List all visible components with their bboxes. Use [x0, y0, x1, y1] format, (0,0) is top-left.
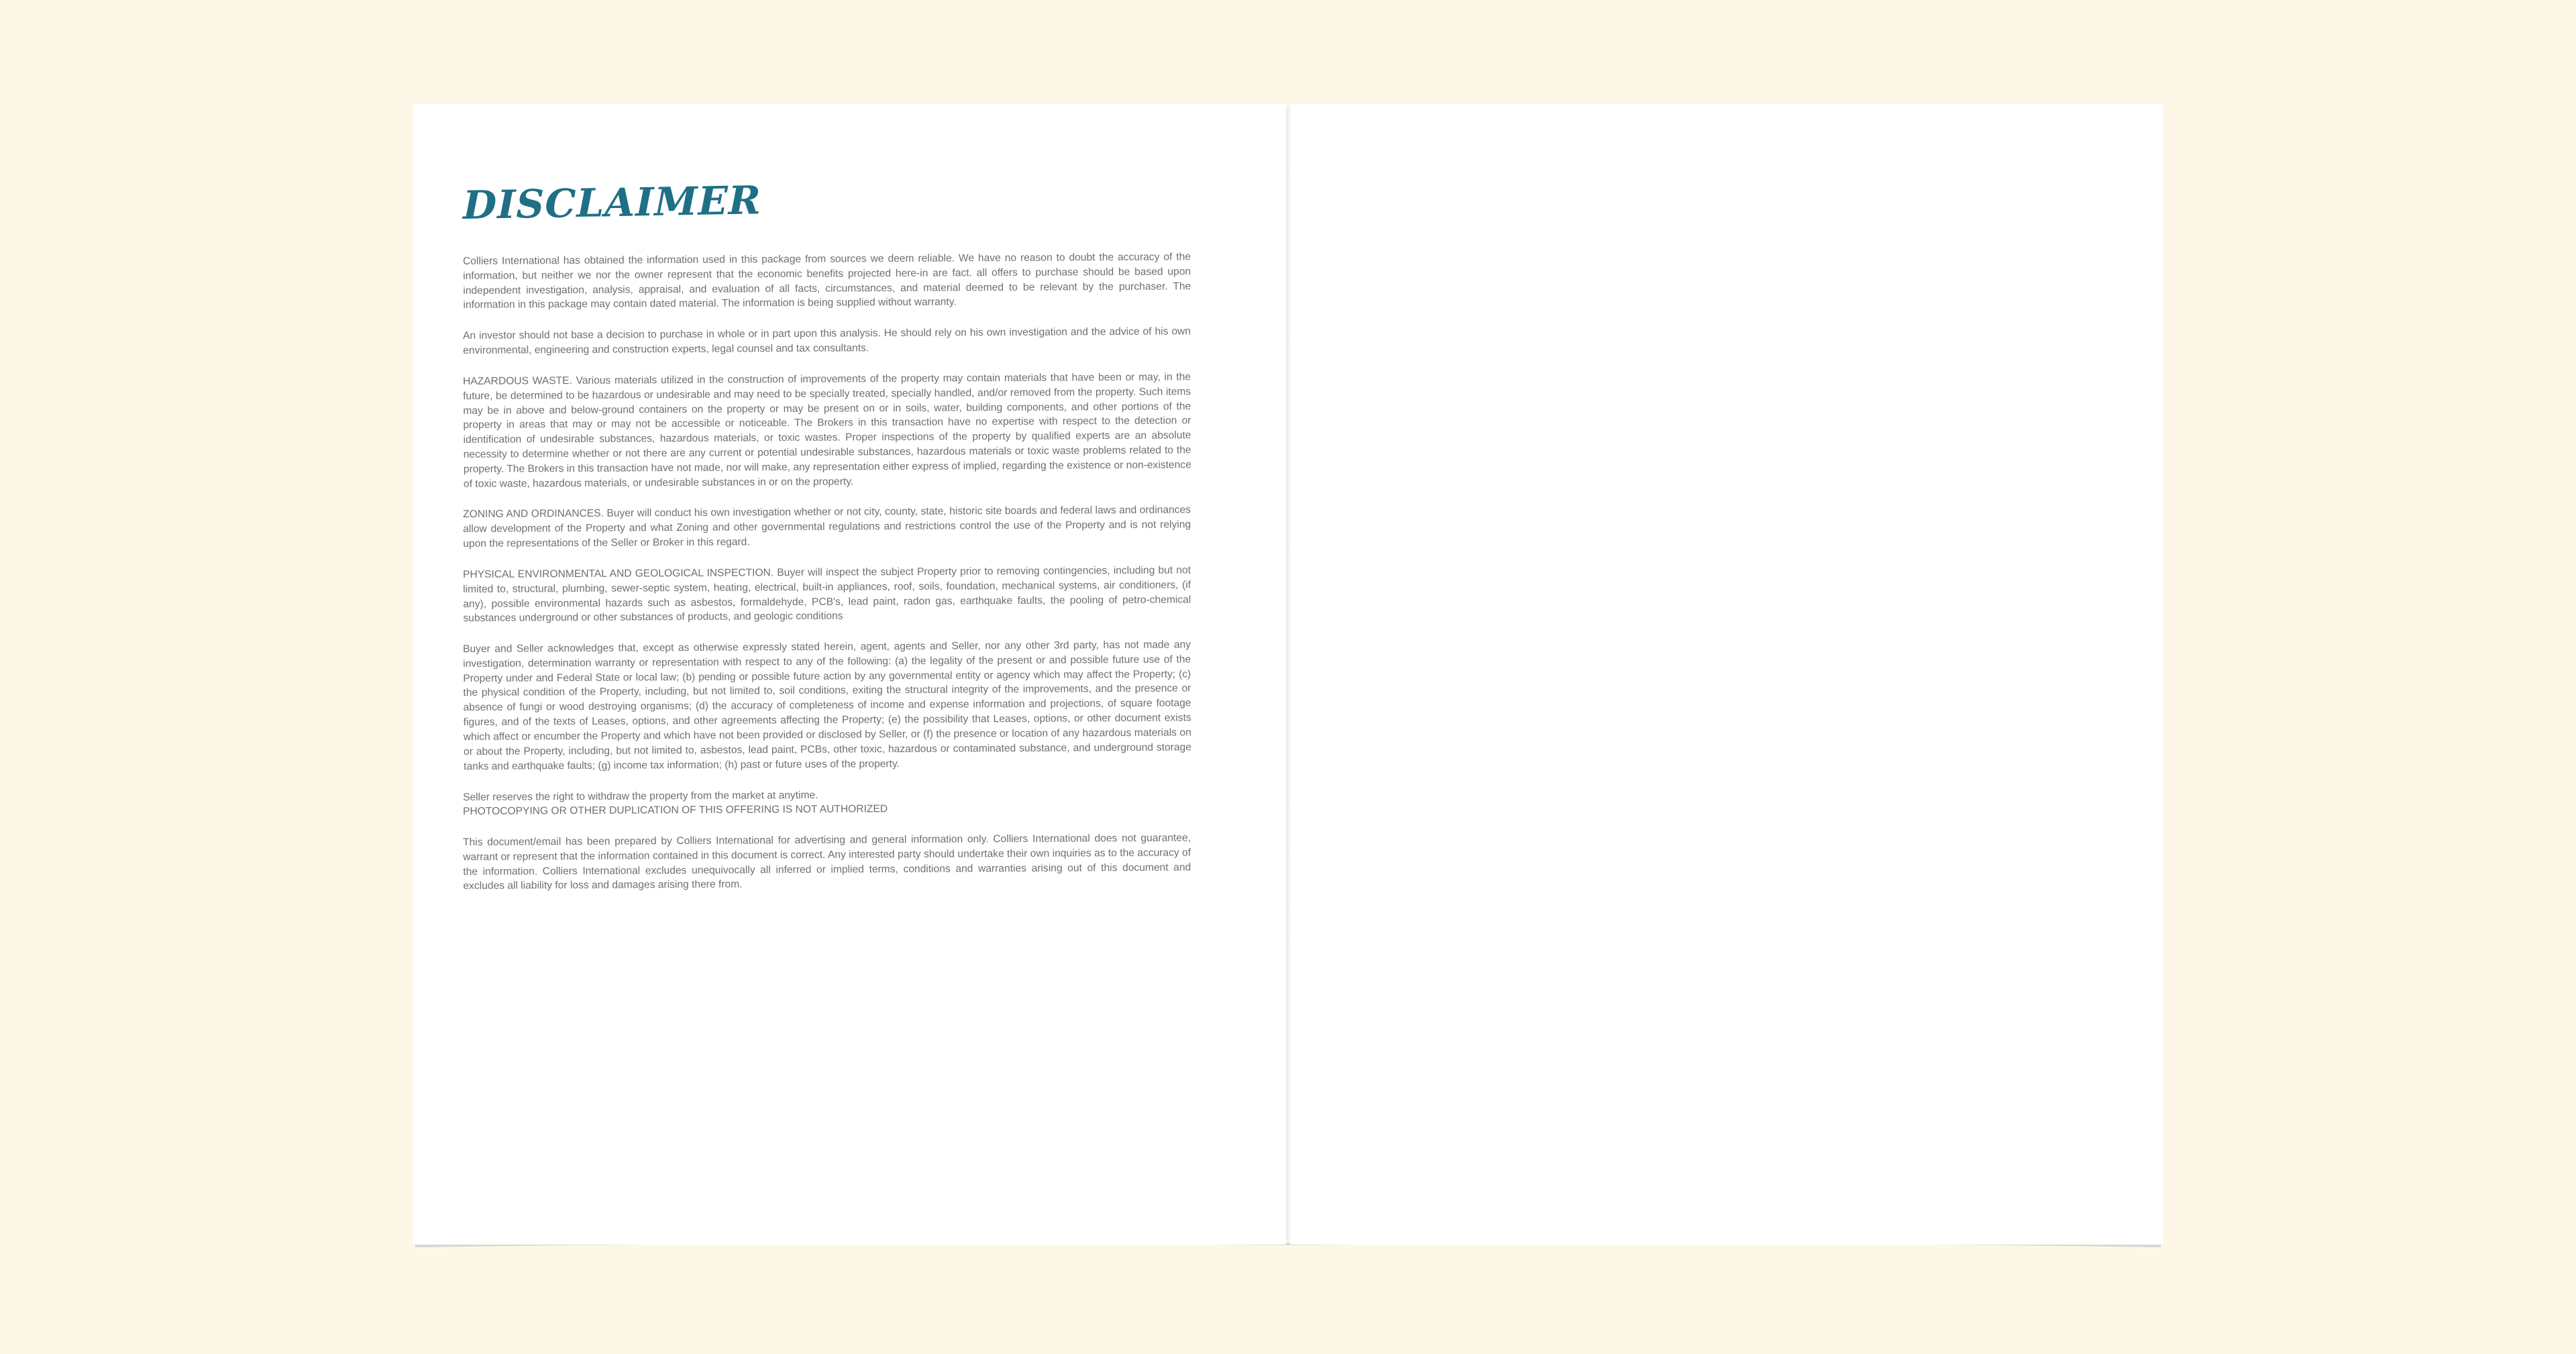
left-page — [413, 104, 1286, 1245]
paragraph-colliers: This document/email has been prepared by Colliers International for advertising and general information only. Colliers International does not guarantee, warrant or represent that the information contained in this document is correct. Any interested party should undertake their own inquiries as to the accuracy of the information. Colliers International excludes unequivocally all inferred or implied terms, conditions and warranties arising out of this document and excludes all liability for loss and damages arising there from. — [463, 832, 1191, 892]
paragraph-inspection: PHYSICAL ENVIRONMENTAL AND GEOLOGICAL INSPECTION. Buyer will inspect the subject Property prior to removing contingencies, including but not limited to, structural, plumbing, sewer-septic system, heating, electrical, built-in appliances, roof, soils, foundation, mechanical systems, air conditioners, (if any), possible environmental hazards such as asbestos, formaldehyde, PCB's, lead paint, radon gas, earthquake faults, the pooling of petro-chemical substances underground or other substances of products, and geologic conditions — [463, 564, 1191, 625]
right-page — [1290, 104, 2163, 1245]
page-title: DISCLAIMER — [463, 177, 761, 228]
withdraw-line: Seller reserves the right to withdraw the property from the market at anytime. — [463, 789, 818, 803]
document-spread — [413, 104, 2163, 1251]
paragraph-investor: An investor should not base a decision to purchase in whole or in part upon this analysis. He should rely on his own investigation and the advice of his own environmental, engineering and construction experts, legal counsel and tax consultants. — [463, 325, 1191, 356]
paragraph-acknowledgement: Buyer and Seller acknowledges that, except as otherwise expressly stated herein, agent, agents and Seller, nor any other 3rd party, has not made any investigation, determination warranty or representation with respect to any of the following: (a) the legality of the present or and possible future use of the Property under and Federal State or local law; (b) pending or possible future action by any governmental entity or agency which may affect the Property; (c) the physical condition of the Property, including, but not limited to, soil conditions, exiting the structural integrity of the improvements, and the presence or absence of fungi or wood destroying organisms; (d) the accuracy of completeness of income and expense information and projections, of square footage figures, and of the texts of Leases, options, and other agreements affecting the Property; (e) the possibility that Leases, options, or other document exists which affect or encumber the Property and which have not been provided or disclosed by Seller, or (f) the presence or location of any hazardous materials on or about the Property, including, but not limited to, asbestos, lead paint, PCBs, other toxic, hazardous or contaminated substance, and underground storage tanks and earthquake faults; (g) income tax information; (h) past or future uses of the property. — [463, 639, 1192, 772]
disclaimer-content — [463, 177, 1192, 910]
paragraph-hazardous-waste: HAZARDOUS WASTE. Various materials utilized in the construction of improvements of the property may contain materials that have been or may, in the future, be determined to be hazardous or undesirable and may need to be specially treated, specially handled, and/or removed from the property. Such items may be in above and below-ground containers on the property or may be present on or in soils, water, building components, and other portions of the property in areas that may or may not be accessible or noticeable. The Brokers in this transaction have no expertise with respect to the detection or identification of undesirable substances, hazardous materials, or toxic wastes. Proper inspections of the property by qualified experts are an absolute necessity to determine whether or not there are any current or potential undesirable substances, hazardous materials or toxic waste problems related to the property. The Brokers in this transaction have not made, nor will make, any representation either express of implied, regarding the existence or non-existence of toxic waste, hazardous materials, or undesirable substances in or on the property. — [463, 371, 1191, 490]
paragraph-zoning: ZONING AND ORDINANCES. Buyer will conduct his own investigation whether or not city, county, state, historic site boards and federal laws and ordinances allow development of the Property and what Zoning and other governmental regulations and restrictions control the use of the Property and is not relying upon the representations of the Seller or Broker in this regard. — [463, 504, 1191, 550]
photocopy-line: PHOTOCOPYING OR OTHER DUPLICATION OF THIS OFFERING IS NOT AUTHORIZED — [463, 803, 888, 818]
paragraph-sources: Colliers International has obtained the information used in this package from sources we deem reliable. We have no reason to doubt the accuracy of the information, but neither we nor the owner represent that the economic benefits projected here-in are fact. all offers to purchase should be based upon independent investigation, analysis, appraisal, and evaluation of all facts, circumstances, and material deemed to be relevant by the purchaser. The information in this package may contain dated material. The information is being supplied without warranty. — [463, 251, 1191, 311]
